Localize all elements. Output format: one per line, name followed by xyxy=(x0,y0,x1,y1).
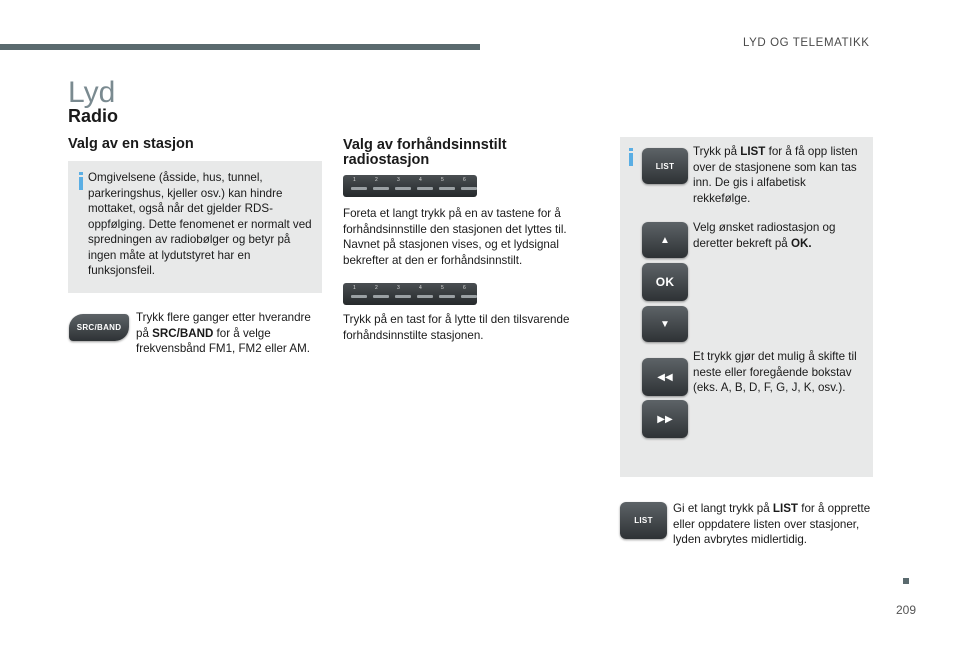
preset-number: 1 xyxy=(353,177,356,183)
preset-number: 2 xyxy=(375,285,378,291)
preset-buttons-strip xyxy=(343,175,477,197)
preset-recall-text: Trykk på en tast for å lytte til den tilsvarende forhåndsinnstilte stasjonen. xyxy=(343,313,570,342)
forward-button xyxy=(642,400,688,438)
preset-number: 6 xyxy=(463,285,466,291)
src-band-button xyxy=(69,314,129,341)
list-button-label: LIST xyxy=(634,516,653,525)
preset-number: 2 xyxy=(375,177,378,183)
list-button xyxy=(642,148,688,184)
list-long-press-text: Gi et langt trykk på LIST for å opprette eller oppdatere listen over stasjoner, lyden avbrytes midlertidig. xyxy=(673,502,871,546)
preset-key xyxy=(395,187,411,190)
select-station-text: Velg ønsket radiostasjon og deretter bekreft på OK. xyxy=(693,221,836,250)
preset-key xyxy=(417,187,433,190)
chapter-title: LYD OG TELEMATIKK xyxy=(743,37,870,49)
section-end-mark xyxy=(903,578,909,584)
preset-number: 4 xyxy=(419,177,422,183)
heading-preset-station: Valg av forhåndsinnstilt radiostasjon xyxy=(343,137,507,168)
preset-number: 6 xyxy=(463,177,466,183)
ok-button-label: OK xyxy=(655,275,675,289)
forward-icon: ▶▶ xyxy=(657,413,673,425)
down-arrow-button xyxy=(642,306,688,342)
page-title: Lyd xyxy=(68,76,116,109)
preset-key xyxy=(461,295,477,298)
list-button-label: LIST xyxy=(655,161,675,171)
rewind-icon: ◀◀ xyxy=(657,371,673,383)
heading-select-station: Valg av en stasjon xyxy=(68,136,194,152)
preset-buttons-strip xyxy=(343,283,477,305)
preset-number: 4 xyxy=(419,285,422,291)
preset-key xyxy=(373,295,389,298)
src-band-text: Trykk flere ganger etter hverandre på SRC/BAND for å velge frekvensbånd FM1, FM2 eller AM. xyxy=(136,311,311,355)
preset-number: 3 xyxy=(397,177,400,183)
up-arrow-button xyxy=(642,222,688,258)
preset-store-text: Foreta et langt trykk på en av tastene for å forhåndsinnstille den stasjonen det lyttes til. Navnet på stasjonen vises, og et lydsignal bekrefter at den er forhåndsinnstilt. xyxy=(343,207,567,267)
preset-key xyxy=(461,187,477,190)
preset-number: 5 xyxy=(441,177,444,183)
preset-key xyxy=(439,187,455,190)
skip-letter-text: Et trykk gjør det mulig å skifte til neste eller foregående bokstav (eks. A, B, D, F, G, J, K, osv.). xyxy=(693,350,857,394)
preset-number: 5 xyxy=(441,285,444,291)
list-long-press-button xyxy=(620,502,667,539)
info-box-list xyxy=(620,137,873,477)
up-arrow-icon: ▲ xyxy=(660,234,670,246)
src-band-button-label: SRC/BAND xyxy=(76,323,122,332)
preset-key xyxy=(417,295,433,298)
info-text: Omgivelsene (åsside, hus, tunnel, parkeringshus, kjeller osv.) kan hindre mottaket, også når det gjelder RDS-oppfølging. Dette fenomenet er normalt ved spredningen av radiobølger og betyr på ingen måte at lydutstyret har en funksjonsfeil. xyxy=(88,171,312,277)
preset-number: 3 xyxy=(397,285,400,291)
preset-key xyxy=(373,187,389,190)
rewind-button xyxy=(642,358,688,396)
preset-key xyxy=(395,295,411,298)
page-number: 209 xyxy=(896,603,917,617)
preset-key xyxy=(439,295,455,298)
preset-key xyxy=(351,295,367,298)
info-box-reception xyxy=(68,161,322,293)
preset-key xyxy=(351,187,367,190)
list-text: Trykk på LIST for å få opp listen over de stasjonene som kan tas inn. De gis i alfabetisk rekkefølge. xyxy=(693,145,858,205)
header-bar xyxy=(0,44,480,50)
preset-number: 1 xyxy=(353,285,356,291)
ok-button xyxy=(642,263,688,301)
section-title: Radio xyxy=(68,106,119,126)
down-arrow-icon: ▼ xyxy=(660,318,670,330)
